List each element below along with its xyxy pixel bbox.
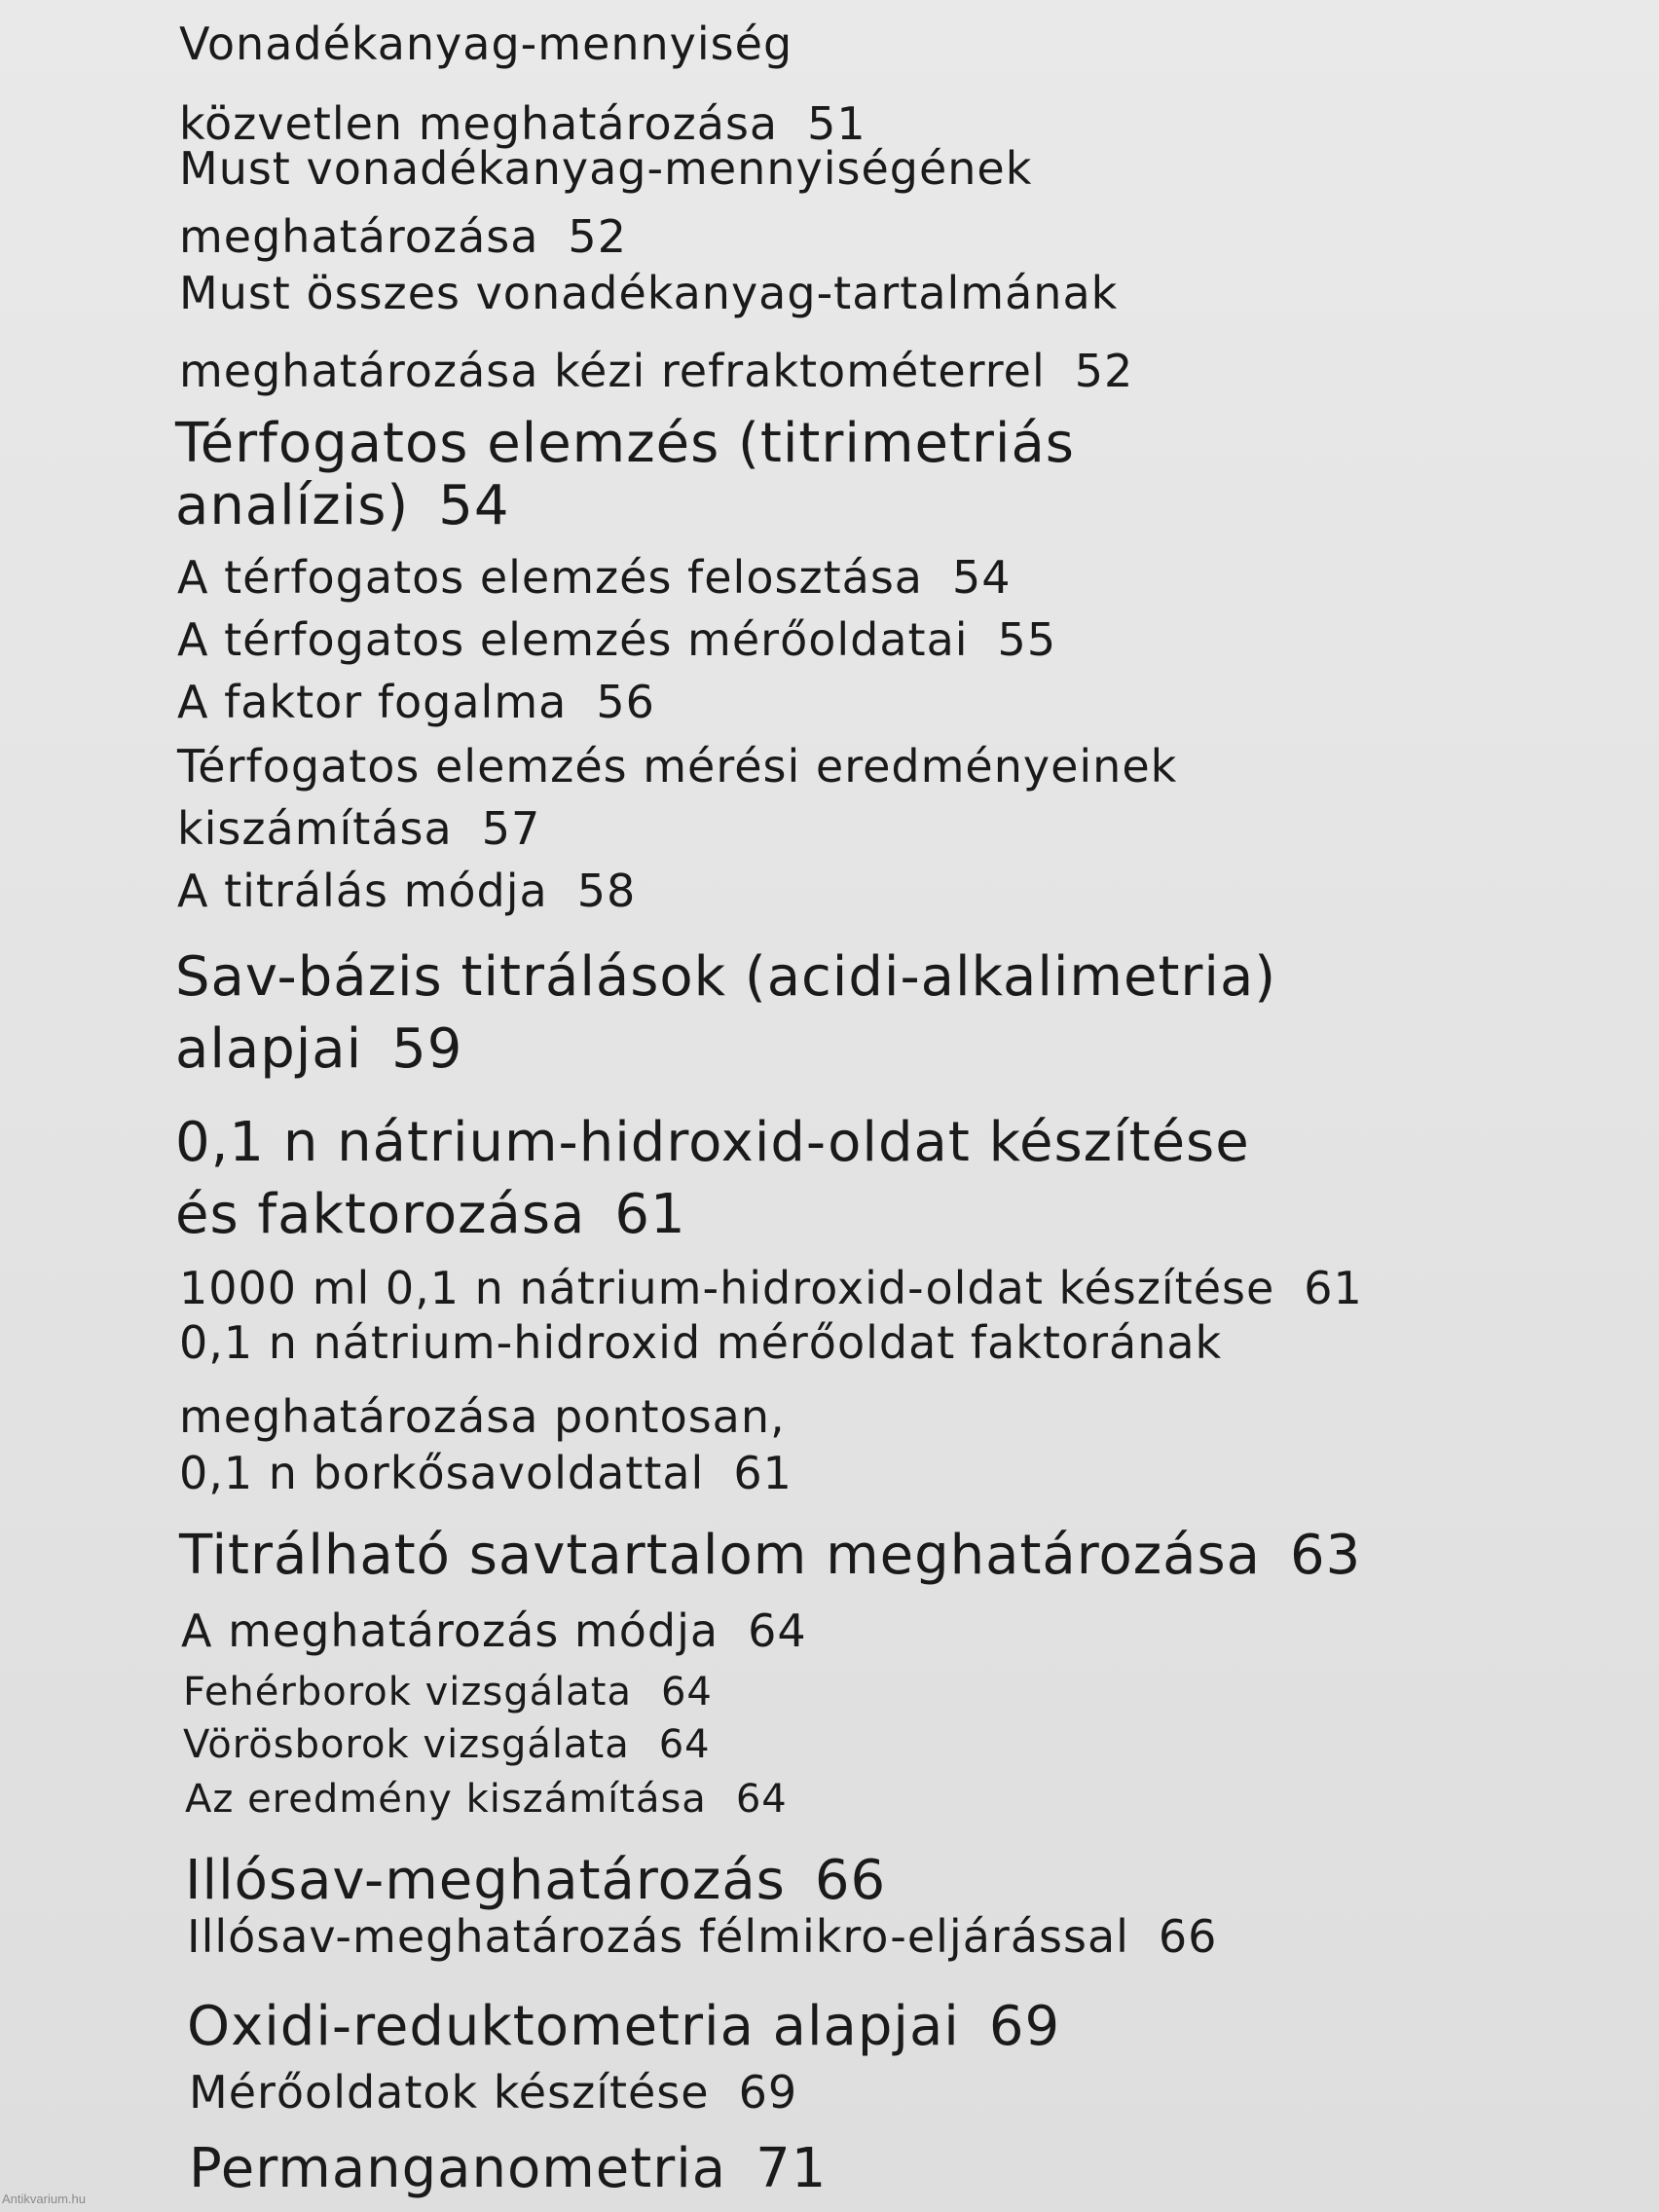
toc-page-number: 64 (748, 1604, 807, 1657)
toc-subentry (183, 1722, 711, 1767)
toc-entry (179, 345, 1134, 397)
toc-section-heading (175, 474, 510, 537)
toc-entry (181, 1604, 807, 1657)
toc-page-number: 66 (1158, 1910, 1218, 1963)
toc-page-number: 66 (814, 1849, 887, 1912)
toc-entry (177, 676, 655, 728)
toc-subentry (183, 1670, 713, 1714)
toc-entry-title: Titrálható savtartalom meghatározása (179, 1524, 1261, 1587)
toc-entry (177, 740, 1178, 793)
toc-entry-title: A térfogatos elemzés mérőoldatai (177, 613, 969, 666)
toc-entry-title: Illósav-meghatározás (185, 1849, 786, 1912)
toc-entry-title: analízis) (175, 474, 410, 537)
toc-page-number: 56 (596, 676, 655, 728)
toc-page-number: 55 (997, 613, 1057, 666)
toc-page-number: 54 (951, 551, 1012, 604)
toc-section-heading (189, 2137, 828, 2200)
toc-page-number: 54 (438, 474, 510, 537)
toc-section-heading (175, 945, 1277, 1009)
toc-entry (187, 1910, 1218, 1963)
toc-entry-title: és faktorozása (175, 1183, 586, 1246)
toc-page-number: 71 (756, 2137, 828, 2200)
toc-page-number: 63 (1290, 1524, 1362, 1587)
toc-entry (177, 802, 541, 855)
toc-page-number: 51 (807, 97, 866, 150)
toc-page-number: 61 (733, 1447, 793, 1499)
toc-page-number: 61 (1304, 1262, 1363, 1314)
watermark: Antikvarium.hu (2, 2192, 86, 2206)
toc-page-number: 58 (576, 865, 637, 917)
toc-section-heading (179, 1524, 1362, 1587)
toc-entry (177, 551, 1012, 604)
toc-entry-title: Az eredmény kiszámítása (185, 1777, 707, 1822)
toc-page-number: 59 (391, 1017, 463, 1081)
toc-entry (179, 1262, 1363, 1314)
toc-entry (179, 1316, 1223, 1369)
toc-entry-title: Must vonadékanyag-mennyiségének (179, 142, 1033, 195)
toc-entry-title: Vonadékanyag-mennyiség (179, 18, 793, 70)
toc-entry-title: Permanganometria (189, 2137, 727, 2200)
toc-entry-title: 0,1 n nátrium-hidroxid-oldat készítése (175, 1111, 1250, 1174)
toc-section-heading (185, 1849, 887, 1912)
toc-page-number: 52 (568, 210, 627, 263)
toc-entry-title: Térfogatos elemzés mérési eredményeinek (177, 740, 1178, 793)
toc-entry-title: Vörösborok vizsgálata (183, 1722, 630, 1767)
toc-entry (179, 267, 1119, 319)
toc-entry-title: Térfogatos elemzés (titrimetriás (175, 412, 1075, 475)
toc-page-number: 57 (481, 802, 541, 855)
toc-entry (179, 142, 1033, 195)
toc-entry (179, 1390, 786, 1443)
toc-entry-title: Must összes vonadékanyag-tartalmának (179, 267, 1119, 319)
toc-subentry (185, 1777, 788, 1822)
toc-entry-title: Mérőoldatok készítése (189, 2066, 710, 2119)
toc-entry-title: Oxidi-reduktometria alapjai (187, 1995, 960, 2058)
toc-entry (189, 2066, 798, 2119)
toc-entry-title: meghatározása pontosan, (179, 1390, 786, 1443)
toc-entry-title: A meghatározás módja (181, 1604, 719, 1657)
toc-entry-title: meghatározása (179, 210, 539, 263)
toc-entry-title: A térfogatos elemzés felosztása (177, 551, 923, 604)
toc-section-heading (175, 1183, 686, 1246)
toc-entry (179, 18, 793, 70)
toc-entry-title: kiszámítása (177, 802, 453, 855)
toc-page-number: 64 (735, 1777, 788, 1822)
toc-entry-title: A faktor fogalma (177, 676, 568, 728)
toc-section-heading (175, 1111, 1250, 1174)
toc-entry (179, 1447, 793, 1499)
toc-page-number: 69 (738, 2066, 798, 2119)
toc-entry-title: 0,1 n borkősavoldattal (179, 1447, 705, 1499)
toc-entry-title: 0,1 n nátrium-hidroxid mérőoldat faktorának (179, 1316, 1223, 1369)
toc-section-heading (187, 1995, 1061, 2058)
toc-entry-title: A titrálás módja (177, 865, 548, 917)
toc-page-number: 61 (614, 1183, 686, 1246)
toc-entry-title: alapjai (175, 1017, 363, 1081)
toc-entry (179, 210, 627, 263)
toc-entry-title: 1000 ml 0,1 n nátrium-hidroxid-oldat készítése (179, 1262, 1275, 1314)
toc-page-number: 69 (988, 1995, 1061, 2058)
toc-entry-title: Sav-bázis titrálások (acidi-alkalimetria) (175, 945, 1277, 1009)
toc-entry-title: meghatározása kézi refraktométerrel (179, 345, 1046, 397)
toc-section-heading (175, 1017, 463, 1081)
toc-page-number: 52 (1074, 345, 1134, 397)
toc-section-heading (175, 412, 1075, 475)
toc-page-number: 64 (658, 1722, 711, 1767)
toc-entry (179, 97, 866, 150)
toc-entry-title: közvetlen meghatározása (179, 97, 779, 150)
toc-entry-title: Fehérborok vizsgálata (183, 1670, 632, 1714)
toc-page-number: 64 (660, 1670, 713, 1714)
toc-entry (177, 613, 1057, 666)
toc-entry (177, 865, 637, 917)
toc-entry-title: Illósav-meghatározás félmikro-eljárással (187, 1910, 1129, 1963)
